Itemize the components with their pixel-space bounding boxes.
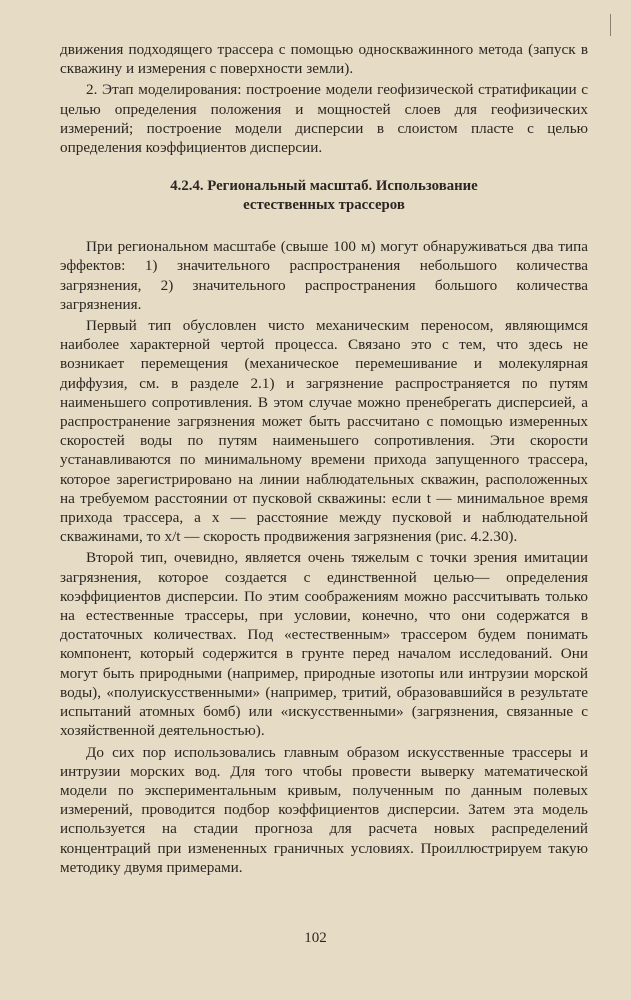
section-heading-line-1: 4.2.4. Региональный масштаб. Использование bbox=[170, 178, 478, 195]
paragraph-3: Второй тип, очевидно, является очень тяжелым с точки зрения имитации загрязнения, которое создается с единственной целью— определения коэффициентов дисперсии. По этим соображениям можно рассчитывать только на естественные трассеры, при условии, конечно, что они содержатся в достаточных количествах. Под «естественным» трассером будем понимать компонент, который содержится в грунте перед началом исследований. Они могут быть природными (например, природные изотопы или интрузии морской воды), «полуискусственными» (например, тритий, образовавшийся в результате испытаний атомных бомб) или «искусственными» (загрязнения, связанные с хозяйственной деятельностью). bbox=[60, 549, 588, 740]
paragraph-2: Первый тип обусловлен чисто механическим переносом, являющимся наиболее характерной чертой процесса. Связано это с тем, что здесь не возникает перемещения (механическое перемешивание и молекулярная диффузия, см. в разделе 2.1) и загрязнение распространяется по путям наименьшего сопротивления. В этом случае можно пренебрегать дисперсией, а распространение загрязнения может быть рассчитано с помощью измеренных скоростей воды по путям наименьшего сопротивления. Эти скорости устанавливаются по минимальному времени прихода запущенного трассера, которое зарегистрировано на линии наблюдательных скважин, расположенных на требуемом расстоянии от пусковой скважины: если t — минимальное время прихода трассера, а x — расстояние между пусковой и наблюдательной скважинами, то x/t — скорость продвижения загрязнения (рис. 4.2.30). bbox=[60, 317, 588, 546]
page-body bbox=[60, 40, 588, 877]
section-heading-line-2: естественных трассеров bbox=[243, 197, 405, 214]
paragraph-1: При региональном масштабе (свыше 100 м) могут обнаруживаться два типа эффектов: 1) значительного распространения небольшого количества загрязнения, 2) значительного распространения большого количества загрязнения. bbox=[60, 238, 588, 313]
section-heading bbox=[60, 177, 588, 215]
page-number: 102 bbox=[304, 930, 327, 946]
paragraph-4: До сих пор использовались главным образом искусственные трассеры и интрузии морских вод. Для того чтобы провести выверку математической модели по экспериментальным кривым, полученным по данным полевых измерений, проводится подбор коэффициентов дисперсии. Затем эта модель используется на стадии прогноза для расчета новых распределений концентраций при измененных граничных условиях. Проиллюстрируем такую методику двумя примерами. bbox=[60, 743, 588, 876]
stage-2-paragraph: 2. Этап моделирования: построение модели геофизической стратификации с целью определения положения и мощностей слоев для геофизических измерений; построение модели дисперсии в слоистом пласте с целью определения коэффициентов дисперсии. bbox=[60, 81, 588, 157]
margin-mark bbox=[610, 14, 611, 36]
continuation-paragraph: движения подходящего трассера с помощью односкважинного метода (запуск в скважину и измерения с поверхности земли). bbox=[60, 41, 588, 78]
